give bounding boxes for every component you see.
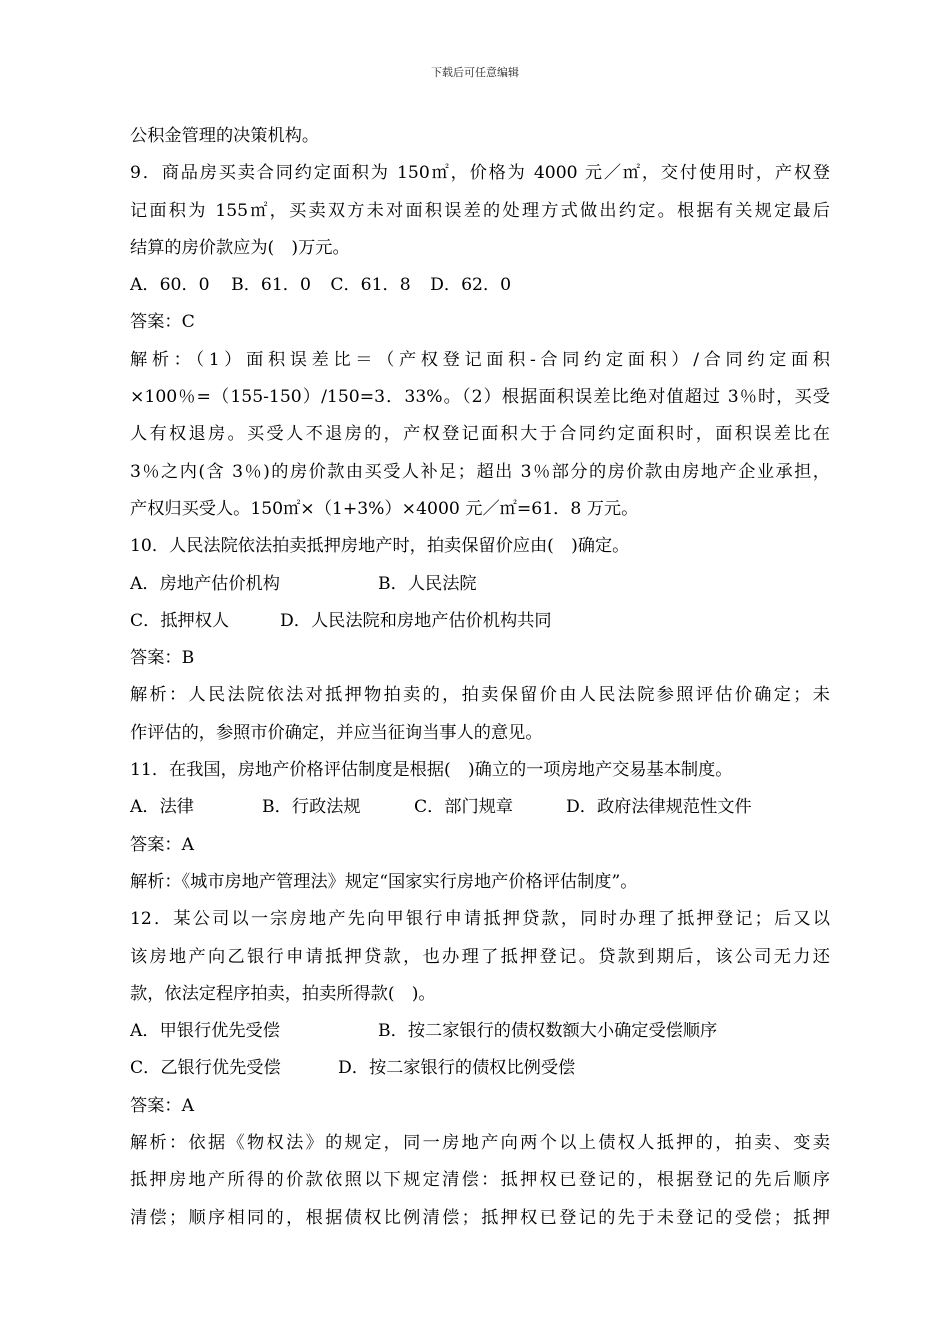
option-a: A．法律 <box>130 797 194 818</box>
option-c: C．部门规章 <box>414 797 514 818</box>
option-a: A．60．0 <box>130 275 210 296</box>
option-c: C．乙银行优先受偿 <box>130 1058 281 1079</box>
question-11-stem: 11．在我国，房地产价格评估制度是根据( )确立的一项房地产交易基本制度。 <box>130 760 733 781</box>
option-b: B．人民法院 <box>378 573 477 594</box>
question-12-options-row-1 <box>130 1013 830 1050</box>
question-9-analysis-line-4: 3％之内(含 3％)的房价款由买受人补足；超出 3％部分的房价款由房地产企业承担， <box>130 461 830 482</box>
question-10-options-row-1 <box>130 566 830 603</box>
question-9-analysis-line-2: ×100％=（155-150）/150=3．33%。（2）根据面积误差比绝对值超过 3％时，买受 <box>130 387 830 408</box>
question-9-analysis-line-1: 解析：（1）面积误差比＝（产权登记面积-合同约定面积）/合同约定面积 <box>130 349 830 370</box>
option-b: B．按二家银行的债权数额大小确定受偿顺序 <box>378 1021 718 1042</box>
question-12-stem-line-1: 12．某公司以一宗房地产先向甲银行申请抵押贷款，同时办理了抵押登记；后又以 <box>130 909 830 930</box>
question-10-analysis-line-1: 解析：人民法院依法对抵押物拍卖的，拍卖保留价由人民法院参照评估价确定；未 <box>130 685 830 706</box>
question-11-options <box>130 789 830 826</box>
option-a: A．房地产估价机构 <box>130 573 280 594</box>
question-9-stem-line-3: 结算的房价款应为( )万元。 <box>130 237 350 258</box>
question-11-answer: 答案：A <box>130 834 194 855</box>
question-9-answer: 答案：C <box>130 312 195 333</box>
question-12-options-row-2 <box>130 1050 830 1087</box>
question-12-analysis-line-1: 解析：依据《物权法》的规定，同一房地产向两个以上债权人抵押的，拍卖、变卖 <box>130 1133 830 1154</box>
document-body <box>130 118 830 1237</box>
option-c: C．抵押权人 <box>130 610 230 631</box>
question-12-analysis-line-2: 抵押房地产所得的价款依照以下规定清偿：抵押权已登记的，根据登记的先后顺序 <box>130 1170 830 1191</box>
question-12-stem-line-2: 该房地产向乙银行申请抵押贷款，也办理了抵押登记。贷款到期后，该公司无力还 <box>130 946 830 967</box>
question-12-stem-line-3: 款，依法定程序拍卖，拍卖所得款( )。 <box>130 983 436 1004</box>
question-11-analysis: 解析：《城市房地产管理法》规定“国家实行房地产价格评估制度”。 <box>130 871 638 892</box>
question-12-answer: 答案：A <box>130 1095 194 1116</box>
question-10-stem: 10．人民法院依法拍卖抵押房地产时，拍卖保留价应由( )确定。 <box>130 536 630 557</box>
option-d: D．按二家银行的债权比例受偿 <box>338 1058 576 1079</box>
question-10-answer: 答案：B <box>130 648 195 669</box>
option-d: D．政府法律规范性文件 <box>566 797 752 818</box>
option-b: B．行政法规 <box>262 797 361 818</box>
option-d: D．人民法院和房地产估价机构共同 <box>280 610 552 631</box>
question-12-analysis-line-3: 清偿；顺序相同的，根据债权比例清偿；抵押权已登记的先于未登记的受偿；抵押 <box>130 1207 830 1228</box>
question-9-stem-line-2: 记面积为 155㎡，买卖双方未对面积误差的处理方式做出约定。根据有关规定最后 <box>130 200 830 221</box>
question-9-analysis-line-3: 人有权退房。买受人不退房的，产权登记面积大于合同约定面积时，面积误差比在 <box>130 424 830 445</box>
question-10-options-row-2 <box>130 603 830 640</box>
question-10-analysis-line-2: 作评估的，参照市价确定，并应当征询当事人的意见。 <box>130 722 543 743</box>
question-9-analysis-line-5: 产权归买受人。150㎡×（1+3%）×4000 元／㎡=61．8 万元。 <box>130 498 639 519</box>
option-d: D．62．0 <box>430 275 512 296</box>
page-header-note: 下载后可任意编辑 <box>431 66 519 79</box>
question-9-options <box>130 267 830 304</box>
question-9-stem-line-1: 9．商品房买卖合同约定面积为 150㎡，价格为 4000 元／㎡，交付使用时，产权登 <box>130 163 830 184</box>
option-a: A．甲银行优先受偿 <box>130 1021 280 1042</box>
option-c: C．61．8 <box>330 275 411 296</box>
option-b: B．61．0 <box>231 275 311 296</box>
paragraph-line: 公积金管理的决策机构。 <box>130 126 320 146</box>
